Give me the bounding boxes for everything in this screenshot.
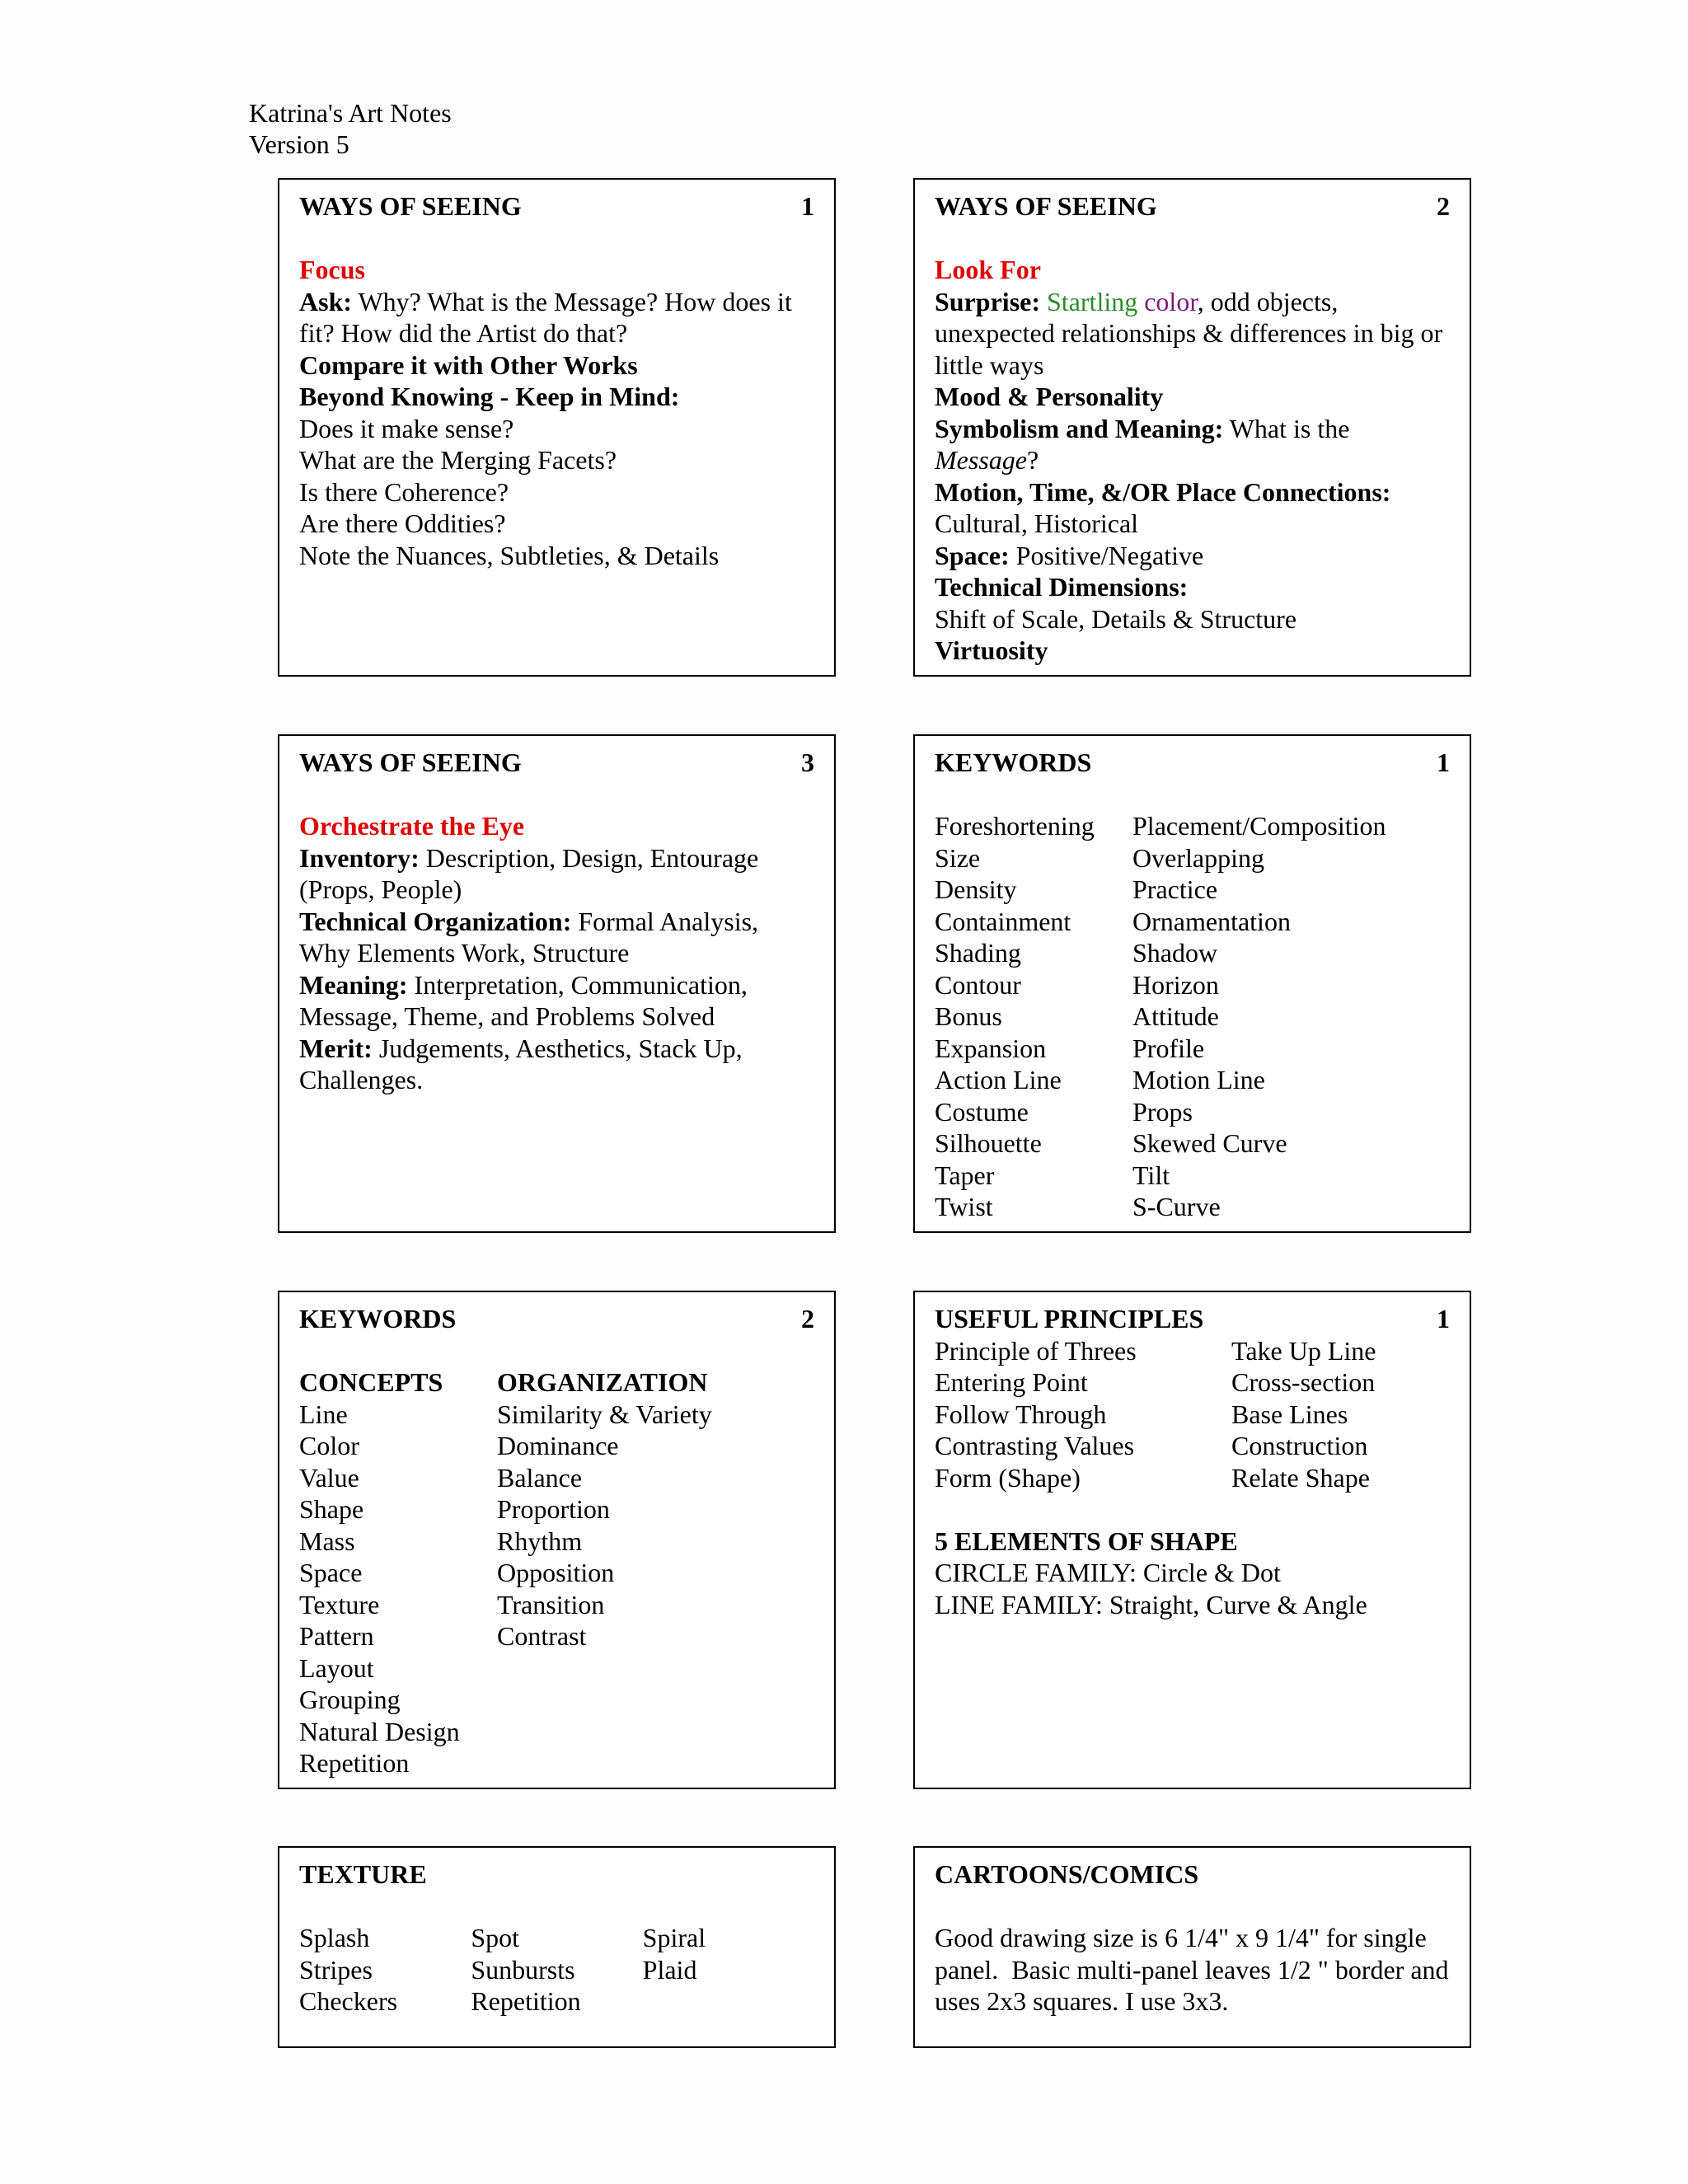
- card-header: [935, 190, 1450, 223]
- principle-item: Entering Point: [935, 1367, 1088, 1397]
- card-header: [299, 190, 814, 223]
- texture-item: Checkers: [299, 1986, 398, 2016]
- card-cartoons-comics: [913, 1846, 1471, 2048]
- texture-item: Repetition: [471, 1986, 581, 2016]
- space-label: Space:: [935, 540, 1010, 570]
- keyword-item: Containment: [935, 906, 1071, 936]
- keyword-item: Taper: [935, 1160, 995, 1190]
- keyword-item: Attitude: [1132, 1001, 1219, 1031]
- card-ways-of-seeing-2: [913, 178, 1471, 677]
- card-number: 3: [801, 748, 814, 777]
- texture-column-2: [471, 1922, 642, 2018]
- keyword-item: Ornamentation: [1132, 906, 1291, 936]
- keyword-columns: [299, 1366, 814, 1779]
- card-title: WAYS OF SEEING: [935, 191, 1157, 221]
- concept-item: Line: [299, 1399, 348, 1429]
- circle-family-line: CIRCLE FAMILY: Circle & Dot: [935, 1558, 1281, 1587]
- concept-item: Shape: [299, 1494, 364, 1524]
- texture-column-3: [643, 1922, 814, 2018]
- ask-label: Ask:: [299, 286, 353, 316]
- card-title: WAYS OF SEEING: [299, 191, 522, 221]
- merit-label: Merit:: [299, 1033, 373, 1063]
- meaning-paragraph: [299, 969, 814, 1033]
- card-number: 1: [801, 191, 814, 221]
- card-title: USEFUL PRINCIPLES: [935, 1304, 1204, 1333]
- card-ways-of-seeing-3: [278, 734, 836, 1233]
- shape-elements-heading: 5 ELEMENTS OF SHAPE: [935, 1526, 1238, 1556]
- motion-text: Cultural, Historical: [935, 509, 1139, 538]
- keep-in-mind-line: Does it make sense?: [299, 413, 514, 443]
- card-texture: [278, 1846, 836, 2048]
- line-family-line: LINE FAMILY: Straight, Curve & Angle: [935, 1589, 1367, 1619]
- keyword-item: Placement/Composition: [1132, 811, 1386, 841]
- cartoons-text: Good drawing size is 6 1/4" x 9 1/4" for single panel. Basic multi-panel leaves 1/2 " border and uses 2x3 squares. I use 3x3.: [935, 1923, 1456, 2016]
- organization-item: Transition: [497, 1589, 605, 1619]
- keyword-item: Twist: [935, 1192, 993, 1221]
- ask-paragraph: [299, 286, 814, 349]
- principle-item: Contrasting Values: [935, 1431, 1135, 1460]
- card-keywords-1: [913, 734, 1471, 1233]
- principle-item: Form (Shape): [935, 1462, 1081, 1493]
- startling-word: Startling: [1047, 286, 1138, 316]
- organization-item: Similarity & Variety: [497, 1399, 712, 1429]
- keyword-item: Shadow: [1132, 938, 1218, 968]
- texture-columns: [299, 1922, 814, 2018]
- organization-item: Balance: [497, 1462, 583, 1493]
- principle-item: Follow Through: [935, 1399, 1107, 1429]
- card-number: 1: [1437, 748, 1450, 777]
- technical-organization-paragraph: [299, 906, 814, 969]
- concept-item: Pattern: [299, 1621, 374, 1651]
- keyword-item: Size: [935, 842, 981, 873]
- keep-in-mind-line: Is there Coherence?: [299, 476, 509, 507]
- beyond-knowing-line: Beyond Knowing - Keep in Mind:: [299, 382, 680, 411]
- technical-organization-label: Technical Organization:: [299, 906, 572, 936]
- keyword-columns: [935, 810, 1450, 1223]
- card-title: KEYWORDS: [935, 748, 1092, 777]
- card-header: [299, 1303, 814, 1335]
- card-number: 2: [801, 1304, 814, 1333]
- organization-item: Contrast: [497, 1621, 587, 1651]
- keyword-item: Foreshortening: [935, 811, 1095, 841]
- concept-item: Color: [299, 1431, 359, 1460]
- concept-item: Space: [299, 1558, 363, 1587]
- inventory-text: Description, Design, Entourage (Props, People): [299, 842, 759, 904]
- surprise-paragraph: [935, 286, 1450, 382]
- question-mark: ?: [1026, 445, 1039, 475]
- merit-paragraph: [299, 1033, 814, 1096]
- concept-item: Texture: [299, 1589, 380, 1619]
- mood-line: Mood & Personality: [935, 382, 1164, 411]
- keyword-item: Shading: [935, 938, 1021, 968]
- card-header: [935, 1303, 1450, 1335]
- card-header: [299, 747, 814, 779]
- focus-heading: Focus: [299, 255, 365, 284]
- card-title: CARTOONS/COMICS: [935, 1859, 1199, 1889]
- surprise-text: , odd objects, unexpected relationships & differences in big or little ways: [935, 286, 1443, 380]
- organization-item: Opposition: [497, 1558, 615, 1587]
- keyword-item: Expansion: [935, 1033, 1047, 1063]
- texture-item: Spiral: [642, 1923, 706, 1952]
- keyword-item: Silhouette: [935, 1128, 1042, 1158]
- technical-text: Shift of Scale, Details & Structure: [935, 603, 1297, 634]
- orchestrate-heading: Orchestrate the Eye: [299, 811, 525, 841]
- keep-in-mind-line: What are the Merging Facets?: [299, 445, 617, 475]
- space-paragraph: [935, 540, 1450, 572]
- keep-in-mind-line: Are there Oddities?: [299, 509, 506, 538]
- card-title: WAYS OF SEEING: [299, 748, 522, 777]
- keyword-item: Props: [1132, 1096, 1193, 1127]
- ask-text: Why? What is the Message? How does it fit? How did the Artist do that?: [299, 286, 792, 348]
- card-number: 2: [1437, 191, 1450, 221]
- color-word: color: [1144, 286, 1198, 316]
- keyword-item: Costume: [935, 1096, 1029, 1127]
- principle-column-right: [1231, 1335, 1376, 1494]
- card-header: [299, 1858, 814, 1891]
- keyword-column-right: [1132, 810, 1386, 1223]
- symbolism-label: Symbolism and Meaning:: [935, 413, 1224, 443]
- keyword-item: Overlapping: [1132, 842, 1264, 873]
- merit-text: Judgements, Aesthetics, Stack Up, Challenges.: [299, 1033, 743, 1094]
- keyword-item: Practice: [1132, 874, 1218, 904]
- card-keywords-2: [278, 1291, 836, 1789]
- virtuosity-line: Virtuosity: [935, 635, 1048, 665]
- organization-item: Proportion: [497, 1494, 610, 1524]
- keyword-item: Horizon: [1132, 969, 1219, 1000]
- meaning-text: Interpretation, Communication, Message, Theme, and Problems Solved: [299, 969, 748, 1031]
- keyword-item: S-Curve: [1132, 1192, 1221, 1221]
- card-title: KEYWORDS: [299, 1304, 457, 1333]
- document-header: [249, 97, 452, 160]
- keyword-item: Bonus: [935, 1001, 1002, 1031]
- principle-columns: [935, 1335, 1450, 1494]
- document-version: Version 5: [249, 129, 349, 159]
- concept-item: Natural Design: [299, 1716, 460, 1746]
- texture-item: Splash: [299, 1923, 370, 1952]
- inventory-label: Inventory:: [299, 842, 420, 873]
- symbolism-paragraph: [935, 413, 1450, 476]
- card-header: [935, 1858, 1450, 1891]
- card-ways-of-seeing-1: [278, 178, 836, 677]
- texture-item: Stripes: [299, 1954, 373, 1985]
- principle-item: Construction: [1231, 1431, 1368, 1460]
- principle-item: Relate Shape: [1231, 1462, 1370, 1493]
- concept-item: Value: [299, 1462, 359, 1493]
- symbolism-text: What is the: [1223, 413, 1350, 443]
- texture-column-1: [299, 1922, 471, 2018]
- keyword-item: Density: [935, 874, 1017, 904]
- organization-item: Dominance: [497, 1431, 619, 1460]
- organization-column: [497, 1366, 712, 1779]
- message-word: Message: [935, 445, 1027, 475]
- organization-heading: ORGANIZATION: [497, 1367, 708, 1397]
- concept-item: Mass: [299, 1526, 355, 1556]
- compare-line: Compare it with Other Works: [299, 349, 638, 380]
- texture-item: Plaid: [642, 1954, 697, 1985]
- principle-item: Take Up Line: [1231, 1335, 1376, 1366]
- keyword-item: Contour: [935, 969, 1021, 1000]
- texture-item: Spot: [471, 1923, 520, 1952]
- principle-item: Cross-section: [1231, 1367, 1376, 1397]
- concept-item: Grouping: [299, 1685, 401, 1714]
- card-header: [935, 747, 1450, 779]
- card-useful-principles: [913, 1291, 1471, 1789]
- organization-item: Rhythm: [497, 1526, 583, 1556]
- principle-column-left: [935, 1335, 1231, 1494]
- keep-in-mind-line: Note the Nuances, Subtleties, & Details: [299, 540, 720, 570]
- texture-item: Sunbursts: [471, 1954, 575, 1985]
- card-number: 1: [1437, 1304, 1450, 1333]
- concepts-column: [299, 1366, 497, 1779]
- motion-label: Motion, Time, &/OR Place Connections:: [935, 476, 1391, 507]
- space-text: Positive/Negative: [1009, 540, 1204, 570]
- technical-label: Technical Dimensions:: [935, 572, 1189, 602]
- surprise-label: Surprise:: [935, 286, 1040, 316]
- concept-item: Layout: [299, 1652, 374, 1683]
- document-title: Katrina's Art Notes: [249, 98, 452, 128]
- principle-item: Base Lines: [1231, 1399, 1348, 1429]
- look-for-heading: Look For: [935, 255, 1041, 284]
- keyword-item: Motion Line: [1132, 1065, 1265, 1094]
- keyword-item: Tilt: [1132, 1160, 1170, 1190]
- principle-item: Principle of Threes: [935, 1335, 1137, 1366]
- inventory-paragraph: [299, 842, 814, 906]
- keyword-item: Skewed Curve: [1132, 1128, 1287, 1158]
- keyword-item: Profile: [1132, 1033, 1205, 1063]
- concepts-heading: CONCEPTS: [299, 1367, 443, 1397]
- concept-item: Repetition: [299, 1748, 410, 1778]
- technical-organization-text: Formal Analysis, Why Elements Work, Structure: [299, 906, 759, 968]
- keyword-column-left: [935, 810, 1132, 1223]
- keyword-item: Action Line: [935, 1065, 1062, 1094]
- meaning-label: Meaning:: [299, 969, 408, 1000]
- card-title: TEXTURE: [299, 1859, 427, 1889]
